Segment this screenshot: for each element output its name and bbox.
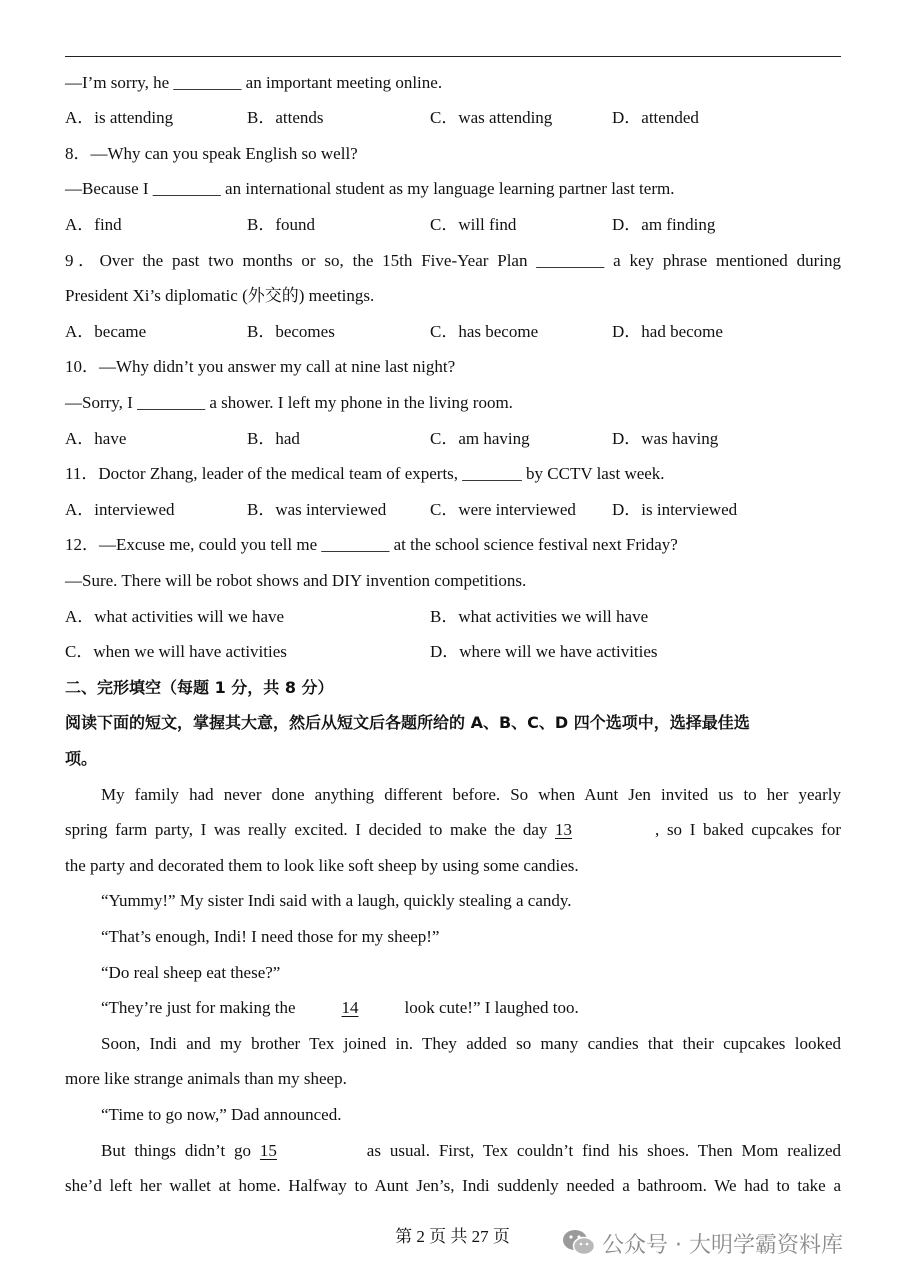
q9-option-d[interactable]: D．had become <box>612 322 723 341</box>
q12-option-d[interactable]: D．where will we have activities <box>430 642 658 661</box>
wechat-icon <box>562 1228 596 1258</box>
q10-option-c[interactable]: C．am having <box>430 429 530 448</box>
q11-options <box>65 497 841 523</box>
passage-p6-line2: more like strange animals than my sheep. <box>65 1069 347 1088</box>
passage-p4: “Do real sheep eat these?” <box>101 963 281 982</box>
q10-answer: —Sorry, I ________ a shower. I left my phone in the living room. <box>65 393 513 412</box>
q9-option-a[interactable]: A．became <box>65 322 147 341</box>
q12-option-b[interactable]: B．what activities we will have <box>430 607 649 626</box>
passage-p8-line1 <box>101 1138 841 1164</box>
q12-options-row1 <box>65 604 841 630</box>
header-rule <box>65 56 841 57</box>
q7-option-a[interactable]: A．is attending <box>65 108 174 127</box>
q8-option-d[interactable]: D．am finding <box>612 215 716 234</box>
passage-p1-line2-post: , so I baked cupcakes for <box>655 820 842 839</box>
q12-answer: —Sure. There will be robot shows and DIY invention competitions. <box>65 571 527 590</box>
section2-heading: 二、完形填空（每题 1 分，共 8 分） <box>65 678 334 697</box>
q8-option-b[interactable]: B．found <box>247 215 315 234</box>
passage-p1-line1: My family had never done anything different before. So when Aunt Jen invited us to her yearly <box>101 785 841 804</box>
watermark-text: 公众号 · 大明学霸资料库 <box>602 1232 843 1258</box>
q9-option-b[interactable]: B．becomes <box>247 322 335 341</box>
passage-p8-post: as usual. First, Tex couldn’t find his shoes. Then Mom realized <box>366 1141 841 1160</box>
q7-option-b[interactable]: B．attends <box>247 108 324 127</box>
q11-option-a[interactable]: A．interviewed <box>65 500 175 519</box>
q10-options <box>65 426 841 452</box>
q9-options <box>65 319 841 345</box>
blank-14[interactable]: 14 <box>341 998 359 1017</box>
passage-p5-pre: “They’re just for making the <box>101 998 296 1017</box>
q8-question: 8．—Why can you speak English so well? <box>65 144 358 163</box>
q9-option-c[interactable]: C．has become <box>430 322 539 341</box>
q8-option-a[interactable]: A．find <box>65 215 122 234</box>
q12-options-row2 <box>65 639 841 665</box>
blank-13[interactable]: 13 <box>555 820 573 839</box>
q7-option-d[interactable]: D．attended <box>612 108 699 127</box>
q12-question: 12．—Excuse me, could you tell me ________ at the school science festival next Friday? <box>65 535 678 554</box>
passage-p7: “Time to go now,” Dad announced. <box>101 1105 342 1124</box>
passage-p8-line2: she’d left her wallet at home. Halfway to Aunt Jen’s, Indi suddenly needed a bathroom. We had to take a <box>65 1176 841 1195</box>
q8-answer: —Because I ________ an international student as my language learning partner last term. <box>65 179 675 198</box>
passage-p5-post: look cute!” I laughed too. <box>404 998 579 1017</box>
q10-question: 10．—Why didn’t you answer my call at nine last night? <box>65 357 456 376</box>
blank-15[interactable]: 15 <box>259 1141 277 1160</box>
q8-options <box>65 212 841 238</box>
q7-answer: —I’m sorry, he ________ an important meeting online. <box>65 73 443 92</box>
q11-option-c[interactable]: C．were interviewed <box>430 500 576 519</box>
q10-option-d[interactable]: D．was having <box>612 429 719 448</box>
q11-option-d[interactable]: D．is interviewed <box>612 500 738 519</box>
q12-option-c[interactable]: C．when we will have activities <box>65 642 287 661</box>
section2-instruction-line2: 项。 <box>65 749 98 768</box>
watermark <box>562 1226 843 1260</box>
q12-option-a[interactable]: A．what activities will we have <box>65 607 285 626</box>
q9-question-line2: President Xi’s diplomatic (外交的) meetings. <box>65 286 375 305</box>
passage-p6-line1: Soon, Indi and my brother Tex joined in. They added so many candies that their cupcakes looked <box>101 1034 841 1053</box>
passage-p1-line3: the party and decorated them to look like soft sheep by using some candies. <box>65 856 579 875</box>
q10-option-b[interactable]: B．had <box>247 429 300 448</box>
q7-options <box>65 105 841 131</box>
passage-p5 <box>101 995 841 1021</box>
q10-option-a[interactable]: A．have <box>65 429 127 448</box>
passage-p2: “Yummy!” My sister Indi said with a laugh, quickly stealing a candy. <box>101 891 572 910</box>
passage-p8-pre: But things didn’t go <box>101 1141 252 1160</box>
q7-option-c[interactable]: C．was attending <box>430 108 553 127</box>
passage-p3: “That’s enough, Indi! I need those for my sheep!” <box>101 927 440 946</box>
q9-question-line1: 9．Over the past two months or so, the 15th Five-Year Plan ________ a key phrase mentioned during <box>65 251 841 270</box>
section2-instruction-line1: 阅读下面的短文，掌握其大意，然后从短文后各题所给的 A、B、C、D 四个选项中，选择最佳选 <box>65 713 750 732</box>
page-number-label: 第 2 页 共 27 页 <box>395 1227 510 1246</box>
q8-option-c[interactable]: C．will find <box>430 215 517 234</box>
q11-option-b[interactable]: B．was interviewed <box>247 500 387 519</box>
passage-p1-line2-pre: spring farm party, I was really excited. I decided to make the day <box>65 820 548 839</box>
q11-question: 11．Doctor Zhang, leader of the medical team of experts, _______ by CCTV last week. <box>65 464 665 483</box>
passage-p1-line2 <box>65 817 841 843</box>
